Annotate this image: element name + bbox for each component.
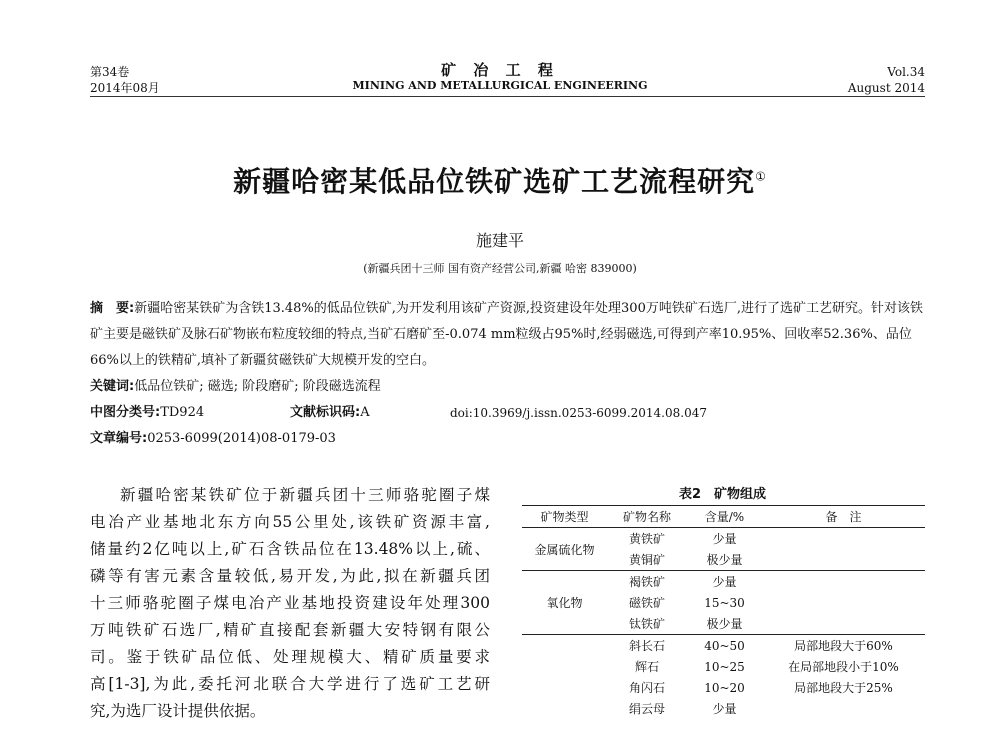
journal-title-cn: 矿 冶 工 程 [441, 61, 559, 79]
remark-cell: 在局部地段小于10% [788, 660, 899, 674]
mineral-name-cell: 辉石 [634, 660, 659, 674]
column-header: 矿物类型 [540, 510, 589, 524]
title-footnote-mark: ① [755, 169, 767, 184]
mineral-table [522, 505, 925, 719]
article-no-label: 文章编号: [90, 431, 148, 446]
mineral-name-cell: 钛铁矿 [628, 617, 665, 631]
mineral-name-cell: 黄铁矿 [628, 532, 665, 546]
content-cell: 少量 [712, 702, 737, 716]
clc-value: TD924 [160, 405, 205, 420]
abstract-label: 摘 要: [90, 301, 135, 316]
volume-en: Vol.34 [887, 65, 925, 79]
journal-title-en: MINING AND METALLURGICAL ENGINEERING [352, 79, 648, 92]
table-row [522, 635, 925, 657]
content-cell: 15~30 [704, 595, 745, 610]
column-header: 备 注 [825, 510, 862, 524]
article-no-value: 0253-6099(2014)08-0179-03 [147, 431, 336, 446]
mineral-name-cell: 绢云母 [628, 702, 665, 716]
remark-cell [762, 528, 925, 550]
header-rule [90, 96, 925, 97]
content-cell: 少量 [712, 532, 737, 546]
affiliation: (新疆兵团十三师 国有资产经营公司,新疆 哈密 839000) [363, 262, 637, 275]
date-en: August 2014 [847, 81, 925, 95]
mineral-name-cell: 磁铁矿 [628, 596, 665, 610]
content-cell: 40~50 [704, 638, 745, 653]
doi: doi:10.3969/j.issn.0253-6099.2014.08.047 [450, 406, 707, 420]
keywords [90, 374, 925, 400]
content-cell: 10~25 [704, 659, 745, 674]
column-header: 矿物名称 [622, 510, 671, 524]
keywords-text: 低品位铁矿; 磁选; 阶段磨矿; 阶段磁选流程 [134, 379, 381, 394]
body-line: 磷等有害元素含量较低,易开发,为此,拟在新疆兵团 [90, 567, 490, 585]
mineral-name-cell: 黄铜矿 [628, 553, 665, 567]
mineral-type-cell [522, 635, 607, 720]
table-row [522, 528, 925, 550]
content-cell: 10~20 [704, 680, 745, 695]
body-line: 司。鉴于铁矿品位低、处理规模大、精矿质量要求 [90, 648, 490, 666]
author: 施建平 [475, 231, 524, 250]
mineral-name-cell: 斜长石 [628, 639, 665, 653]
mineral-name-cell: 角闪石 [628, 681, 665, 695]
abstract-text: 新疆哈密某铁矿为含铁13.48%的低品位铁矿,为开发利用该矿产资源,投资建设年处理300万吨铁矿石选厂,进行了选矿工艺研究。针对该铁矿主要是磁铁矿及脉石矿物嵌布粒度较细的特点,当矿石磨矿至-0.074 mm粒级占95%时,经弱磁选,可得到产率10.95%、回收率52.36%、品位66%以上的铁精矿,填补了新疆贫磁铁矿大规模开发的空白。 [90, 301, 923, 368]
remark-cell: 局部地段大于25% [794, 681, 893, 695]
remark-cell [762, 592, 925, 613]
body-line: 万吨铁矿石选厂,精矿直接配套新疆大安特钢有限公 [90, 621, 490, 639]
paper-title: 新疆哈密某低品位铁矿选矿工艺流程研究① [233, 165, 767, 198]
doc-code-value: A [360, 405, 370, 420]
mineral-type-cell: 金属硫化物 [534, 542, 595, 557]
content-cell: 少量 [712, 575, 737, 589]
classification-line [90, 400, 925, 426]
body-line: 究,为选厂设计提供依据。 [90, 702, 266, 720]
body-line: 新疆哈密某铁矿位于新疆兵团十三师骆驼圈子煤 [120, 486, 490, 504]
doc-code-label: 文献标识码: [290, 405, 361, 420]
remark-cell [762, 571, 925, 593]
keywords-label: 关键词: [90, 379, 135, 394]
column-header: 含量/% [704, 510, 745, 524]
remark-cell [762, 698, 925, 719]
mineral-type-cell: 氧化物 [546, 596, 583, 610]
mineral-name-cell: 褐铁矿 [628, 575, 665, 589]
body-line: 十三师骆驼圈子煤电冶产业基地投资建设年处理300 [90, 594, 490, 612]
body-line: 电冶产业基地北东方向55公里处,该铁矿资源丰富, [90, 513, 490, 531]
content-cell: 极少量 [706, 553, 743, 567]
remark-cell [762, 549, 925, 571]
table-row [522, 571, 925, 593]
header-right [848, 64, 925, 96]
remark-cell: 局部地段大于60% [794, 639, 893, 653]
abstract [90, 296, 925, 374]
remark-cell [762, 613, 925, 635]
article-number [90, 426, 925, 452]
table-caption: 表2 矿物组成 [678, 487, 767, 502]
issue-date: 2014年08月 [90, 81, 160, 95]
volume: 第34卷 [90, 65, 130, 79]
body-line: 高[1-3],为此,委托河北联合大学进行了选矿工艺研 [90, 675, 490, 693]
content-cell: 极少量 [706, 617, 743, 631]
clc-label: 中图分类号: [90, 405, 161, 420]
body-line: 储量约2亿吨以上,矿石含铁品位在13.48%以上,硫、 [90, 540, 490, 558]
